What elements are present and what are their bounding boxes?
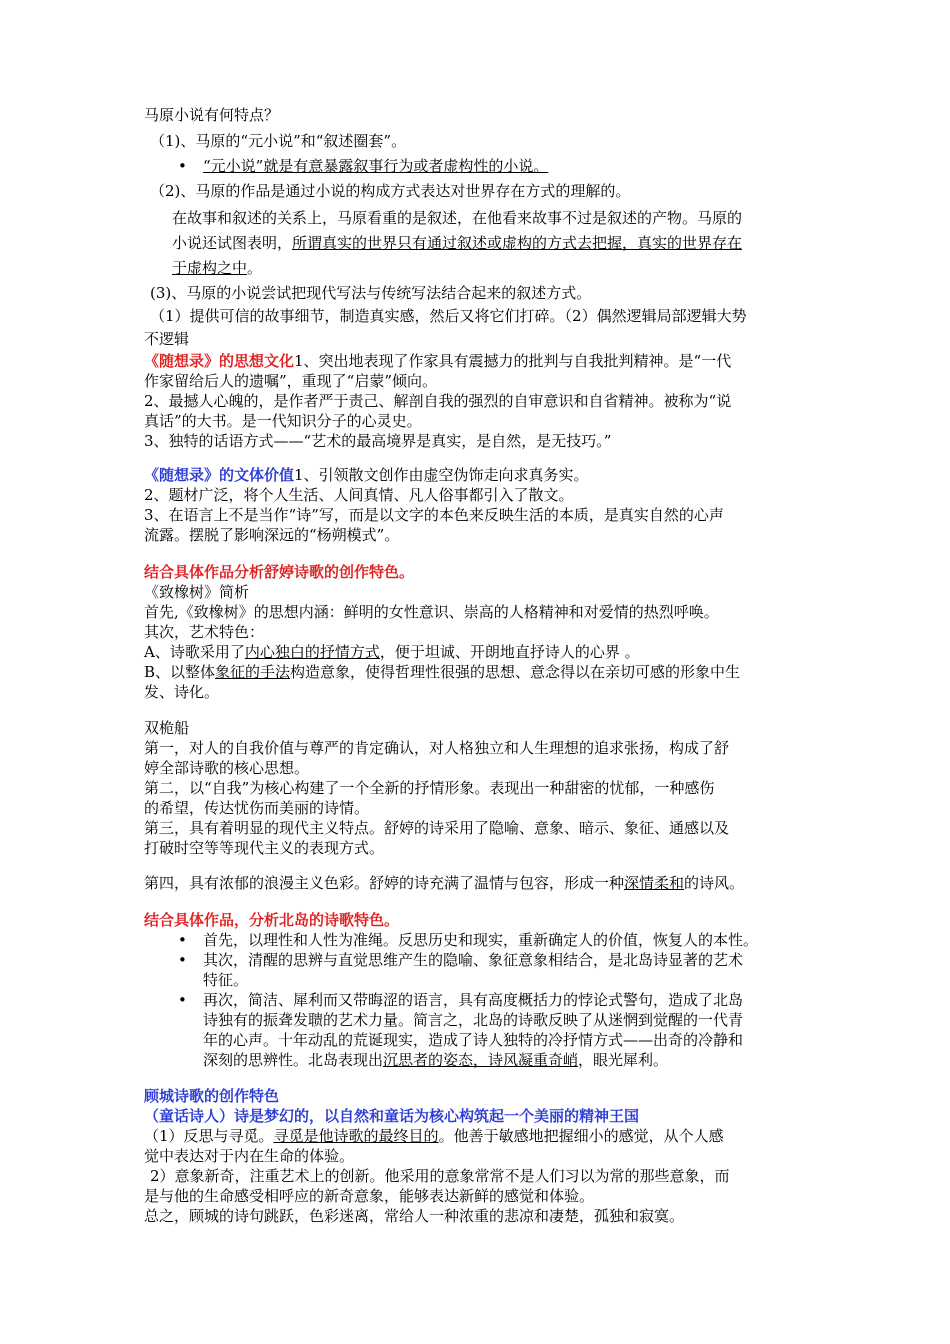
shuting-line-3: A、诗歌采用了内心独白的抒情方式，便于坦诚、开朗地直抒诗人的心界 。: [144, 643, 640, 661]
bullet-icon: •: [178, 157, 187, 175]
gucheng-l1: （1）反思与寻觅。寻觅是他诗歌的最终目的。他善于敏感地把握细小的感觉，从个人感: [144, 1127, 724, 1145]
shuting-p3-1: 第三，具有着明显的现代主义特点。舒婷的诗采用了隐喻、意象、暗示、象征、通感以及: [144, 819, 730, 837]
suixianglu-thought-line-2: 作家留给后人的遗嘱”，重现了“启蒙”倾向。: [144, 372, 438, 390]
shuting-p2-2: 的希望，传达忧伤而美丽的诗情。: [144, 799, 370, 817]
suixianglu-style-line-3: 3、在语言上不是当作“诗”写，而是以文字的本色来反映生活的本质，是真实自然的心声: [144, 506, 724, 524]
shuting-sub-1: 《致橡树》简析: [144, 583, 250, 601]
suixianglu-style-line-1: 《随想录》的文体价值1、引领散文创作由虚空伪饰走向求真务实。: [144, 466, 589, 484]
gucheng-heading: 顾城诗歌的创作特色: [144, 1087, 280, 1105]
point-3-body-1: （1）提供可信的故事细节，制造真实感，然后又将它们打碎。（2）偶然逻辑局部逻辑大势: [150, 307, 747, 325]
beidao-b1: 首先，以理性和人性为准绳。反思历史和现实，重新确定人的价值，恢复人的本性。: [203, 931, 759, 949]
gucheng-subheading: （童话诗人）诗是梦幻的，以自然和童话为核心构筑起一个美丽的精神王国: [144, 1107, 640, 1125]
suixianglu-thought-line-1: 《随想录》的思想文化1、突出地表现了作家具有震撼力的批判与自我批判精神。是“一代: [144, 352, 732, 370]
suixianglu-thought-line-4: 真话”的大书。是一代知识分子的心灵史。: [144, 412, 422, 430]
point-3: (3)、马原的小说尝试把现代写法与传统写法结合起来的叙述方式。: [150, 284, 592, 302]
point-3-body-2: 不逻辑: [144, 330, 190, 348]
suixianglu-style-line-2: 2、题材广泛，将个人生活、人间真情、凡人俗事都引入了散文。: [144, 486, 574, 504]
shuting-line-4: B、以整体象征的手法构造意象，使得哲理性很强的思想、意念得以在亲切可感的形象中生: [144, 663, 741, 681]
beidao-b2-2: 特征。: [203, 971, 249, 989]
point-2-body-3: 于虚构之中。: [172, 259, 263, 277]
gucheng-l4: 是与他的生命感受相呼应的新奇意象，能够表达新鲜的感觉和体验。: [144, 1187, 595, 1205]
gucheng-l2: 觉中表达对于内在生命的体验。: [144, 1147, 355, 1165]
shuting-p1-1: 第一，对人的自我价值与尊严的肯定确认，对人格独立和人生理想的追求张扬，构成了舒: [144, 739, 730, 757]
shuting-p1-2: 婷全部诗歌的核心思想。: [144, 759, 310, 777]
point-1-bullet: “元小说”就是有意暴露叙事行为或者虚构性的小说。: [203, 157, 549, 175]
point-1: （1)、马原的“元小说”和“叙述圈套”。: [150, 132, 407, 150]
bullet-icon: •: [178, 951, 187, 969]
point-2-body-2: 小说还试图表明，所谓真实的世界只有通过叙述或虚构的方式去把握，真实的世界存在: [172, 234, 743, 252]
shuting-p2-1: 第二，以“自我”为核心构建了一个全新的抒情形象。表现出一种甜密的忧郁，一种感伤: [144, 779, 715, 797]
suixianglu-style-heading: 《随想录》的文体价值: [144, 466, 295, 484]
gucheng-l5: 总之，顾城的诗句跳跃，色彩迷离，常给人一种浓重的悲凉和凄楚，孤独和寂寞。: [144, 1207, 685, 1225]
beidao-b3-1: 再次，简洁、犀利而又带晦涩的语言，具有高度概括力的悖论式警句，造成了北岛: [203, 991, 744, 1009]
gucheng-l3: 2）意象新奇，注重艺术上的创新。他采用的意象常常不是人们习以为常的那些意象，而: [150, 1167, 730, 1185]
bullet-icon: •: [178, 991, 187, 1009]
point-2: （2)、马原的作品是通过小说的构成方式表达对世界存在方式的理解的。: [150, 182, 631, 200]
bullet-icon: •: [178, 931, 187, 949]
shuting-heading: 结合具体作品分析舒婷诗歌的创作特色。: [144, 563, 415, 581]
shuting-sub-2: 双桅船: [144, 719, 190, 737]
suixianglu-style-line-4: 流露。摆脱了影响深远的“杨朔模式”。: [144, 526, 400, 544]
suixianglu-thought-heading: 《随想录》的思想文化: [144, 352, 295, 370]
suixianglu-thought-line-5: 3、独特的话语方式——“艺术的最高境界是真实，是自然，是无技巧。”: [144, 432, 612, 450]
beidao-heading: 结合具体作品，分析北岛的诗歌特色。: [144, 911, 400, 929]
beidao-b2-1: 其次，清醒的思辨与直觉思维产生的隐喻、象征意象相结合，是北岛诗显著的艺术: [203, 951, 744, 969]
point-2-body-1: 在故事和叙述的关系上，马原看重的是叙述，在他看来故事不过是叙述的产物。马原的: [172, 209, 743, 227]
beidao-b3-4: 深刻的思辨性。北岛表现出沉思者的姿态，诗风凝重奇峭，眼光犀利。: [203, 1051, 669, 1069]
shuting-p4: 第四，具有浓郁的浪漫主义色彩。舒婷的诗充满了温情与包容，形成一种深情柔和的诗风。: [144, 874, 745, 892]
beidao-b3-3: 年的心声。十年动乱的荒诞现实，造成了诗人独特的冷抒情方式——出奇的冷静和: [203, 1031, 744, 1049]
shuting-p3-2: 打破时空等等现代主义的表现方式。: [144, 839, 385, 857]
beidao-b3-2: 诗独有的振聋发聩的艺术力量。简言之，北岛的诗歌反映了从迷惘到觉醒的一代青: [203, 1011, 744, 1029]
shuting-line-1: 首先,《致橡树》的思想内涵：鲜明的女性意识、崇高的人格精神和对爱情的热烈呼唤。: [144, 603, 719, 621]
shuting-line-2: 其次，艺术特色：: [144, 623, 265, 641]
shuting-line-5: 发、诗化。: [144, 683, 220, 701]
section-title: 马原小说有何特点？: [144, 106, 280, 124]
suixianglu-thought-line-3: 2、最撼人心魄的，是作者严于责己、解剖自我的强烈的自审意识和自省精神。被称为“说: [144, 392, 732, 410]
